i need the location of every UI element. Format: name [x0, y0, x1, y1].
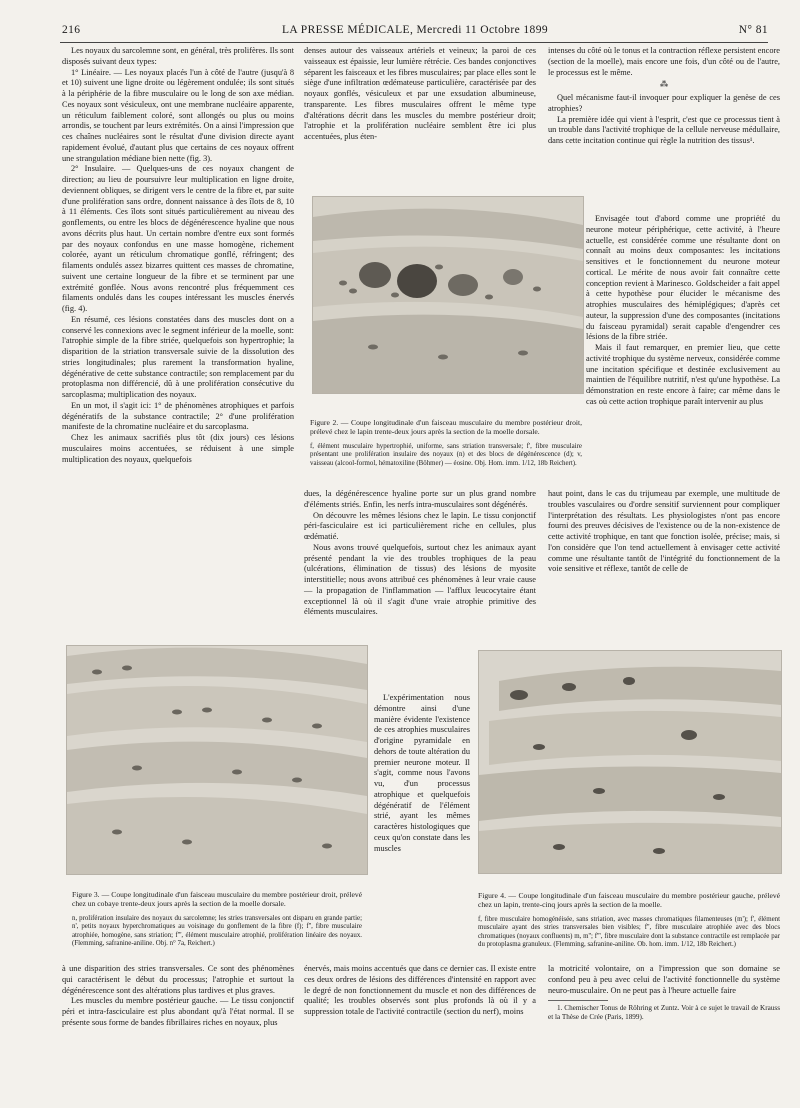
paragraph: Les muscles du membre postérieur gauche. — Le tissu conjonctif péri et intra-fasciculaire est plus abondant qu'à l'état normal. Il se présente sous forme de bandes fibrillaires riches en noyaux, plus	[62, 996, 294, 1027]
paragraph: En résumé, ces lésions constatées dans des muscles dont on a conservé les connexions avec le segment inférieur de la moelle, sont: l'atrophie simple de la fibre striée, quelquefois son hypertrophie; la disparition de la striation transversale suivie de la dissolution des stries longitudinales; plus rarement la transformation hyaline, dégénérative de cette substance contractile; son remplacement par du protoplasma non différencié, dû à une prolifération consécutive du sarcoplasma; multiplication des noyaux.	[62, 314, 294, 399]
paragraph: la motricité volontaire, on a l'impression que son domaine se confond peu à peu avec celui de l'activité fonctionnelle du système neuro-musculaire. On ne peut pas à l'heure actuelle faire	[548, 964, 780, 995]
paragraph: En un mot, il s'agit ici: 1° de phénomènes atrophiques et parfois dégénératifs de la substance contractile; 2° d'une prolifération manifeste de la chromatine nucléaire et du sarcoplasma.	[62, 400, 294, 432]
figure-legend: f, fibre musculaire homogénéisée, sans striation, avec masses chromatiques filamenteuses (m'); f', élément musculaire ayant des stries transversales bien visibles; f'', fibre musculaire atrophiée avec des blocs chromatiques (noyaux confluents) m, m''; f''', fibre musculaire dont la substance contractile est remplacée par du protoplasma granuleux. (Flemming, safranine-aniline. Ob. hom. imm. 1/12, 18b Reichert.)	[478, 916, 780, 948]
paragraph: On découvre les mêmes lésions chez le lapin. Le tissu conjonctif péri-fasciculaire est ici particulièrement riche en cellules, plus œdématié.	[304, 510, 536, 541]
paragraph: intenses du côté où le tonus et la contraction réflexe persistent encore (section de la moelle), mais encore une fois, d'un côté ou de l'autre, le processus est le même.	[548, 46, 780, 77]
journal-title: LA PRESSE MÉDICALE, Mercredi 11 Octobre 1899	[282, 24, 548, 36]
paragraph: La première idée qui vient à l'esprit, c'est que ce processus tient à un trouble dans l'activité trophique de la cellule nerveuse médullaire, dans cette incitation continue qui règle la nutrition des tissus¹.	[548, 114, 780, 145]
paragraph: haut point, dans le cas du trijumeau par exemple, une multitude de troubles vasculaires ou d'ordre sensitif surviennent pour compliquer l'interprétation des résultats. Les physiologistes n'ont pas encore fourni des preuves décisives de l'existence ou de la non-existence de cette activité trophique, en tant que fonction isolée, précise; mais, si l'on considère que l'on tend actuellement à envisager cette activité comme une résultante tantôt de l'intégrité du fonctionnement de la voie sensitive et réflexe, tantôt de celle de	[548, 489, 780, 574]
figure-2-image	[312, 196, 584, 394]
col2-narrow-text	[374, 693, 470, 854]
figure-3-image	[66, 645, 368, 875]
paragraph: Envisagée tout d'abord comme une propriété du neurone moteur périphérique, cette activité, à l'heure actuelle, est considérée comme une résultante dont on connaît au moins deux composantes: les incitations sensitives et le fonctionnement du neurone moteur cortical. Le mérite de nous avoir fait connaître cette conception revient à Marinesco. Goldscheider a fait appel à cette hypothèse pour élucider le mécanisme des atrophies musculaires des hémiplégiques; d'après cet auteur, la suppression d'une des composantes (incitations du faisceau pyramidal) serait capable d'engendrer ces lésions de la fibre striée.	[586, 214, 780, 342]
col2-mid-text	[304, 489, 536, 618]
paragraph: Nous avons trouvé quelquefois, surtout chez les animaux ayant présenté pendant la vie des troubles trophiques de la peau (ulcérations, élimination de tissus) des lésions de myosite interstitielle; nous avons attribué ces phénomènes à leur vraie cause — la propagation de l'inflammation — l'afflux leucocytaire étant exceptionnel là où il s'agit d'une vraie atrophie primitive des éléments musculaires.	[304, 542, 536, 617]
footnote: 1. Chemischer Tonus de Röhring et Zuntz. Voir à ce sujet le travail de Krauss et la Thèse de Crée (Paris, 1899).	[548, 1004, 780, 1022]
figure-3-caption	[72, 882, 362, 955]
paragraph: Chez les animaux sacrifiés plus tôt (dix jours) ces lésions musculaires moins accentuées, se réduisent à une simple multiplication des noyaux, quelquefois	[62, 433, 294, 464]
paragraph: dues, la dégénérescence hyaline porte sur un plus grand nombre d'éléments striés. Enfin, les nerfs intra-musculaires sont dégénérés.	[304, 489, 536, 509]
paragraph: à une disparition des stries transversales. Ce sont des phénomènes qui caractérisent le début du processus; l'atrophie et surtout la dégénérescence sont des altérations plus tardives et plus graves.	[62, 964, 294, 995]
paragraph: denses autour des vaisseaux artériels et veineux; la paroi de ces vaisseaux est épaissie, leur lumière rétrécie. Ces bandes conjonctives séparent les faisceaux et les fibres musculaires; par place elles sont le siège d'une infiltration œdémateuse particulière, caractérisée par des noyaux gonflés, vésiculeux et par une exsudation albumineuse, transparente. Les fibres musculaires offrent le même type d'altérations décrit dans les muscles du membre postérieur droit; l'atrophie et la prolifération nucléaire semblent être ici plus accentuées, plus éten-	[304, 46, 536, 141]
paragraph: énervés, mais moins accentués que dans ce dernier cas. Il existe entre ces deux ordres de lésions des différences d'intensité en rapport avec le degré de non fonctionnement du muscle et non des différences de qualité; les troubles observés sont plus profonds là où il y a suppression totale de l'activité contractile (section du nerf), moins	[304, 964, 536, 1016]
paragraph: 2° Insulaire. — Quelques-uns de ces noyaux changent de direction; au lieu de poursuivre leur multiplication en ligne droite, deviennent obliques, se dirigent vers le centre de la fibre et, par suite d'une prolifération sans ordre, donnent naissance à des îlots de 8, 10 à 11 éléments. Ces îlots sont situés particulièrement au niveau des gonflements, ou entre les blocs de dégénérescence hyaline que nous avons décrits plus haut. Un certain nombre d'entre eux sont formés par des noyaux confondus en une masse homogène, richement colorée, ayant un réticulum chromatique gonflé, réfringent; des filaments ondulés assez bizarres quittent ces masses de chromatine, suivent une certaine longueur de la fibre et se terminent par une extrémité gonflée. Nous avons rencontré plus fréquemment ces filaments ondulés dans les coupes intéressant les muscles énervés (fig. 4).	[62, 164, 294, 313]
figure-title: Figure 2. — Coupe longitudinale d'un faisceau musculaire du membre postérieur droit, prélevé chez le lapin trente-deux jours après la section de la moelle dorsale.	[310, 417, 582, 436]
col2-bottom-text	[304, 964, 536, 1018]
paragraph: Mais il faut remarquer, en premier lieu, que cette activité trophique du système nerveux, considérée comme une incitation spécifique et destinée exclusivement au maintien de l'équilibre nutritif, n'est qu'une hypothèse. La démonstration en reste encore à faire; car même dans le cas où cette action trophique paraît intervenir au plus	[586, 343, 780, 406]
col3-narrow-text	[586, 214, 780, 408]
section-separator: ⁂	[659, 80, 669, 90]
footnote-rule	[548, 1000, 608, 1001]
paragraph: Les noyaux du sarcolemne sont, en général, très prolifères. Ils sont disposés suivant deux types:	[62, 46, 294, 66]
figure-title: Figure 3. — Coupe longitudinale d'un faisceau musculaire du membre postérieur droit, prélevé chez un cobaye trente-deux jours après la section de la moelle dorsale.	[72, 889, 362, 908]
figure-legend: n, prolifération insulaire des noyaux du sarcolemne; les stries transversales ont disparu en grande partie; n', petits noyaux hyperchromatiques au voisinage du gonflement de la fibre (f); f'', fibre musculaire atrophiée, homogène, sans striation; f''', élément musculaire atrophié, prolifération linéaire des noyaux. (Flemming, safranine-aniline. Obj. n° 7a, Reichert.)	[72, 915, 362, 947]
col3-top-text	[548, 46, 780, 147]
page-number: 216	[62, 24, 81, 36]
figure-4-image	[478, 650, 782, 874]
header-rule	[60, 42, 768, 43]
paragraph: 1° Linéaire. — Les noyaux placés l'un à côté de l'autre (jusqu'à 8 et 10) suivent une ligne droite ou légèrement ondulée; ils sont situés à la périphérie de la fibre musculaire ou le long de son axe médian. Ces noyaux sont vésiculeux, ont une membrane nucléaire apparente, un réticulum faiblement coloré, sont allongés ou plus ou moins arrondis, se touchent par leurs extrémités. On a ainsi l'impression que ces chaînes nucléaires sont le résultat d'une division directe ayant rapidement évolué, d'autant plus que certains de ces noyaux offrent une strangulation médiane bien nette (fig. 3).	[62, 67, 294, 163]
page-header	[62, 24, 768, 42]
col2-top-text	[304, 46, 536, 143]
figure-legend: f, élément musculaire hypertrophié, uniforme, sans striation transversale; f', fibre musculaire présentant une prolifération insulaire des noyaux (n) et des blocs de dégénérescence (d); v, vaisseau (alcool-formol, hématoxiline (Böhmer) — éosine. Obj. Hom. imm. 1/12, 18b Reichert).	[310, 443, 582, 467]
col1-bottom-text	[62, 964, 294, 1029]
col1-text	[62, 46, 294, 465]
col3-wide-text	[548, 489, 780, 575]
figure-2-caption	[310, 410, 582, 475]
figure-title: Figure 4. — Coupe longitudinale d'un faisceau musculaire du membre postérieur gauche, prélevé chez un lapin, trente-cinq jours après la section de la moelle.	[478, 890, 780, 909]
issue-number: N° 81	[738, 24, 768, 36]
figure-4-caption	[478, 883, 780, 956]
col3-bottom-text	[548, 964, 780, 1022]
paragraph: Quel mécanisme faut-il invoquer pour expliquer la genèse de ces atrophies?	[548, 93, 780, 113]
paragraph: L'expérimentation nous démontre ainsi d'une manière évidente l'existence de ces atrophies musculaires d'origine pyramidale en dehors de toute altération du premier neurone moteur. Il s'agit, comme nous l'avons vu, d'un processus atrophique et quelquefois dégénératif de l'élément strié, ayant les mêmes caractères histologiques que ceux qu'on constate dans les muscles	[374, 693, 470, 853]
